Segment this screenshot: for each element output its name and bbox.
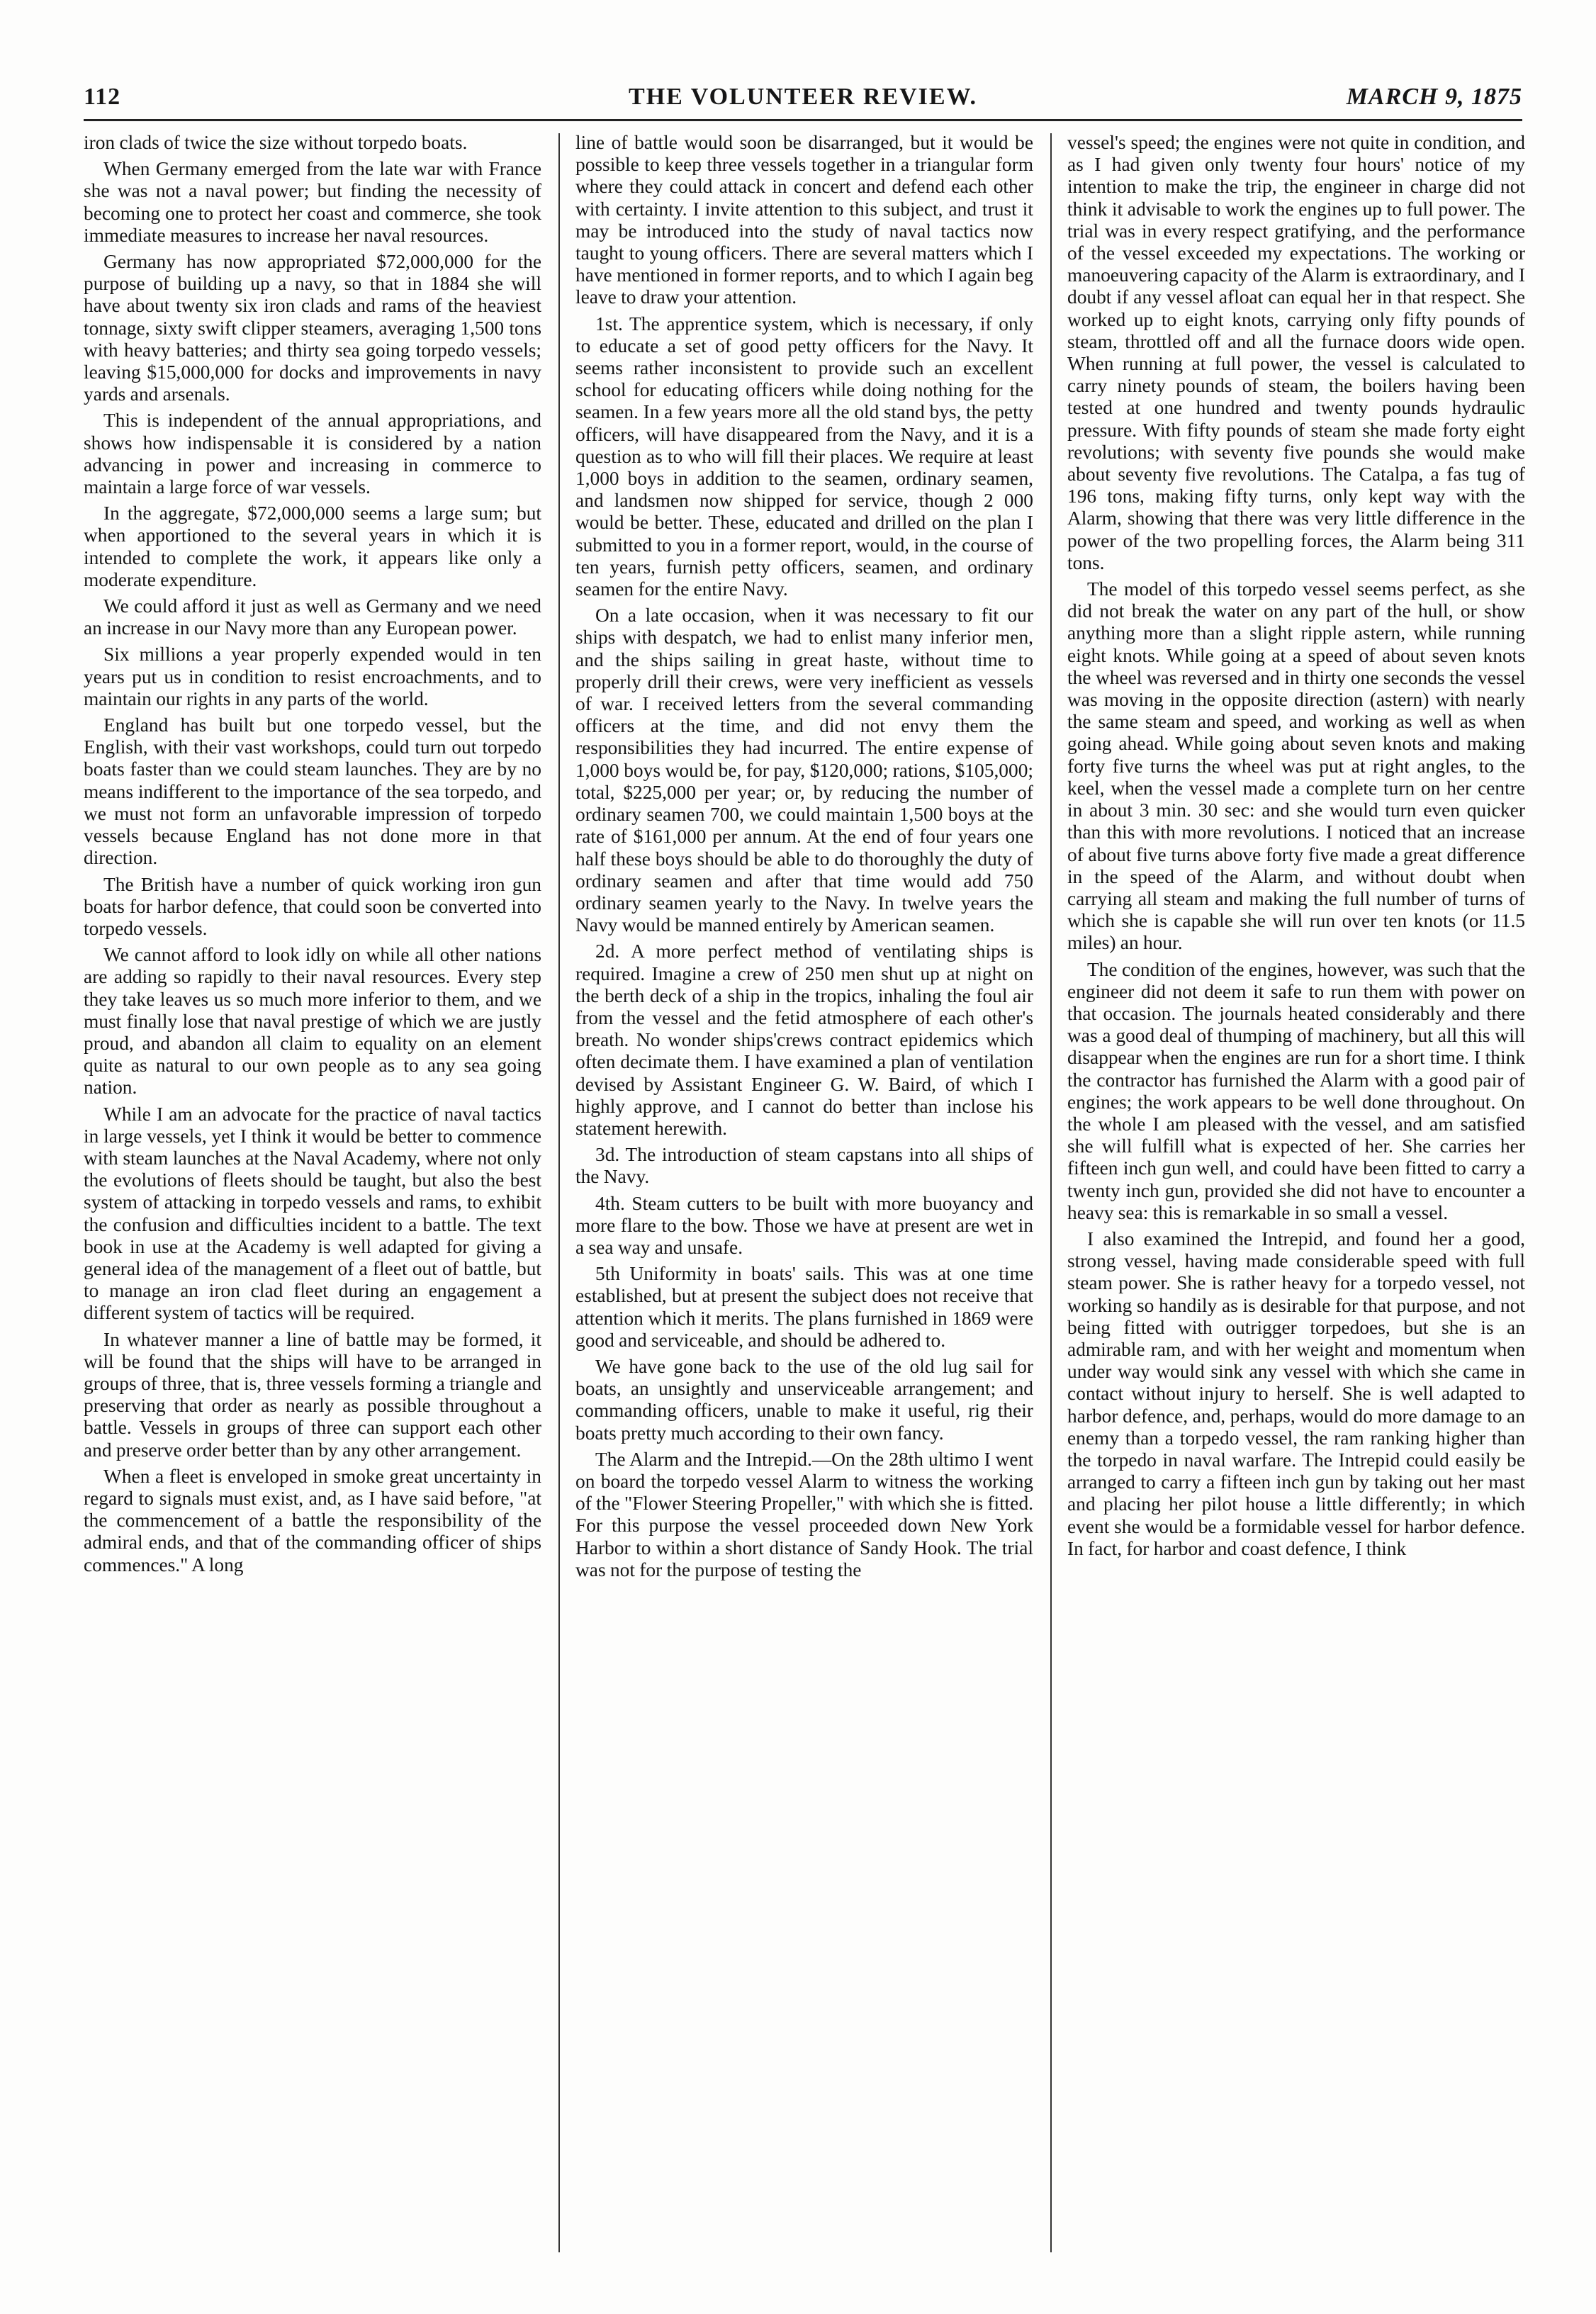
column-divider bbox=[558, 133, 560, 2252]
column-divider bbox=[1050, 133, 1052, 2252]
article-paragraph: While I am an advocate for the practice of naval tactics in large vessels, yet I think it would be better to commence with steam launches at the Naval Academy, where not only the evolutions of fleets should be taught, but also the best system of attacking in torpedo vessels and rams, to exhibit the confusion and difficulties incident to a battle. The text book in use at the Academy is well adapted for giving a general idea of the management of a fleet out of battle, but to manage an iron clad fleet during an engagement a different system of tactics will be required. bbox=[84, 1103, 541, 1324]
article-paragraph: 4th. Steam cutters to be built with more buoyancy and more flare to the bow. Those we have at present are wet in a sea way and unsafe. bbox=[575, 1192, 1033, 1258]
article-paragraph: When a fleet is enveloped in smoke great uncertainty in regard to signals must exist, and, as I have said before, "at the commencement of a battle the responsibility of the admiral ends, and that of the commanding officer of ships commences." A long bbox=[84, 1465, 541, 1576]
article-paragraph: On a late occasion, when it was necessary to fit our ships with despatch, we had to enlist many inferior men, and the ships sailing in great haste, without time to properly drill their crews, were very inefficient as vessels of war. I received letters from the several commanding officers at the time, and did not envy them the responsibilities they had incurred. The entire expense of 1,000 boys would be, for pay, $120,000; rations, $105,000; total, $225,000 per year; or, by reducing the number of ordinary seamen 700, we could maintain 1,500 boys at the rate of $161,000 per annum. At the end of four years one half these boys should be able to do thoroughly the duty of ordinary seamen and after that time would add 750 ordinary seamen yearly to the Navy. In twelve years the Navy would be manned entirely by American seamen. bbox=[575, 605, 1033, 936]
article-paragraph: We have gone back to the use of the old lug sail for boats, an unsightly and unserviceable arrangement; and commanding officers, unable to make it useful, rig their boats pretty much according to their own fancy. bbox=[575, 1355, 1033, 1444]
article-paragraph: 5th Uniformity in boats' sails. This was at one time established, but at present the subject does not receive that attention which it merits. The plans furnished in 1869 were good and serviceable, and should be adhered to. bbox=[575, 1263, 1033, 1351]
article-paragraph: line of battle would soon be disarranged, but it would be possible to keep three vessels together in a triangular form where they could attack in concert and defend each other with certainty. I invite attention to this subject, and trust it may be introduced into the study of naval tactics now taught to young officers. There are several matters which I have mentioned in former reports, and to which I again beg leave to draw your attention. bbox=[575, 132, 1033, 308]
article-paragraph: Six millions a year properly expended would in ten years put us in condition to resist encroachments, and to maintain our rights in any parts of the world. bbox=[84, 644, 541, 709]
text-column-1 bbox=[84, 132, 541, 2258]
journal-title: THE VOLUNTEER REVIEW. bbox=[629, 84, 977, 110]
running-head bbox=[84, 84, 1522, 118]
article-paragraph: The condition of the engines, however, was such that the engineer did not deem it safe to run them with power on that occasion. The journals heated considerably and there was a good deal of thumping of machinery, but all this will disappear when the engines are run for a short time. I think the contractor has furnished the Alarm with a good pair of engines; the work appears to be well done throughout. On the whole I am pleased with the vessel, and am satisfied she will fulfill what is expected of her. She carries her fifteen inch gun well, and could have been fitted to carry a twenty inch gun, provided she did not have to encounter a heavy sea: this is remarkable in so small a vessel. bbox=[1067, 958, 1525, 1223]
article-paragraph: In whatever manner a line of battle may be formed, it will be found that the ships will have to be arranged in groups of three, that is, three vessels forming a triangle and preserving that order as nearly as possible throughout a battle. Vessels in groups of three can support each other and preserve order better than by any other arrangement. bbox=[84, 1328, 541, 1461]
article-paragraph: The model of this torpedo vessel seems perfect, as she did not break the water on any part of the hull, or show anything more than a slight ripple astern, while running eight knots. While going at a speed of about seven knots the wheel was reversed and in thirty one seconds the vessel was moving in the opposite direction (astern) with nearly the same steam and speed, and working as well as when going ahead. While going about seven knots and making forty five turns the wheel was put at right angles, to the keel, when the vessel made a complete turn on her centre in about 3 min. 30 sec: and she would turn even quicker than this with more revolutions. I noticed that an increase of about five turns above forty five made a great difference in the speed of the Alarm, and without doubt when carrying all steam and making the full number of turns of which she is capable she will run over ten knots (or 11.5 miles) an hour. bbox=[1067, 578, 1525, 954]
issue-date: MARCH 9, 1875 bbox=[1346, 84, 1522, 110]
page-number: 112 bbox=[84, 84, 121, 110]
article-paragraph: The British have a number of quick working iron gun boats for harbor defence, that could soon be converted into torpedo vessels. bbox=[84, 873, 541, 939]
article-paragraph: 3d. The introduction of steam capstans into all ships of the Navy. bbox=[575, 1144, 1033, 1188]
article-paragraph: vessel's speed; the engines were not quite in condition, and as I had given only twenty four hours' notice of my intention to make the trip, the engineer in charge did not think it advisable to work the engines up to full power. The trial was in every respect gratifying, and the performance of the vessel exceeded my expectations. The working or manoeuvering capacity of the Alarm is extraordinary, and I doubt if any vessel afloat can equal her in that respect. She worked up to eight knots, carrying only fifty pounds of steam, throttled off and all the furnace doors wide open. When running at full power, the vessel is calculated to carry ninety pounds of steam, the boilers having been tested at one hundred and twenty pounds hydraulic pressure. With fifty pounds of steam she made forty eight revolutions; with seventy five pounds she would make about seventy five revolutions. The Catalpa, a fas tug of 196 tons, making fifty turns, only kept way with the Alarm, showing that there was very little difference in the power of the two propelling forces, the Alarm being 311 tons. bbox=[1067, 132, 1525, 573]
article-paragraph: iron clads of twice the size without torpedo boats. bbox=[84, 132, 468, 153]
article-paragraph: We could afford it just as well as Germany and we need an increase in our Navy more than any European power. bbox=[84, 595, 541, 639]
text-column-3 bbox=[1067, 132, 1525, 2258]
article-paragraph: When Germany emerged from the late war with France she was not a naval power; but finding the necessity of becoming one to protect her coast and commerce, she took immediate measures to increase her naval resources. bbox=[84, 158, 541, 246]
article-paragraph: In the aggregate, $72,000,000 seems a large sum; but when apportioned to the several years in which it is intended to complete the work, it appears like only a moderate expenditure. bbox=[84, 502, 541, 590]
text-column-2 bbox=[575, 132, 1033, 2258]
article-paragraph: 1st. The apprentice system, which is necessary, if only to educate a set of good petty officers for the Navy. It seems rather inconsistent to provide such an excellent school for educating officers while doing nothing for the seamen. In a few years more all the old stand bys, the petty officers, will have disappeared from the Navy, and it is a question as to who will fill their places. We require at least 1,000 boys in addition to the seamen, ordinary seamen, and landsmen now shipped for service, though 2 000 would be better. These, educated and drilled on the plan I submitted to you in a former report, would, in the course of ten years, furnish petty officers, seamen, and ordinary seamen for the entire Navy. bbox=[575, 313, 1033, 600]
article-paragraph: The Alarm and the Intrepid.—On the 28th ultimo I went on board the torpedo vessel Alarm to witness the working of the "Flower Steering Propeller," with which she is fitted. For this purpose the vessel proceeded down New York Harbor to within a short distance of Sandy Hook. The trial was not for the purpose of testing the bbox=[575, 1448, 1033, 1580]
article-paragraph: This is independent of the annual appropriations, and shows how indispensable it is considered by a nation advancing in power and increasing in commerce to maintain a large force of war vessels. bbox=[84, 410, 541, 498]
header-rule bbox=[84, 119, 1522, 121]
article-paragraph: 2d. A more perfect method of ventilating ships is required. Imagine a crew of 250 men shut up at night on the berth deck of a ship in the tropics, inhaling the foul air from the vessel and the fetid atmosphere of each other's breath. No wonder ships'crews contract epidemics which often decimate them. I have examined a plan of ventilation devised by Assistant Engineer G. W. Baird, of which I highly approve, and I cannot do better than inclose his statement herewith. bbox=[575, 940, 1033, 1139]
article-paragraph: England has built but one torpedo vessel, but the English, with their vast workshops, could turn out torpedo boats faster than we could steam launches. They are by no means indifferent to the importance of the sea torpedo, and we must not form an unfavorable impression of torpedo vessels because England has not done more in that direction. bbox=[84, 714, 541, 869]
article-paragraph: We cannot afford to look idly on while all other nations are adding so rapidly to their naval resources. Every step they take leaves us so much more inferior to them, and we must finally lose that naval prestige of which we are justly proud, and abandon all claim to equality on an element quite as natural to our own people as to any sea going nation. bbox=[84, 944, 541, 1099]
article-paragraph: I also examined the Intrepid, and found her a good, strong vessel, having made considerable speed with full steam power. She is rather heavy for a torpedo vessel, not working so handily as is desirable for that purpose, and not being fitted with outrigger torpedoes, but she is an admirable ram, and with her weight and momentum when under way would sink any vessel with which she came in contact without injury to herself. She is well adapted to harbor defence, and, perhaps, would do more damage to an enemy than a torpedo vessel, the ram ranking higher than the torpedo in naval warfare. The Intrepid could easily be arranged to carry a fifteen inch gun by taking out her mast and placing her pilot house a little differently; in which event she would be a formidable vessel for harbor defence. In fact, for harbor and coast defence, I think bbox=[1067, 1228, 1525, 1559]
article-paragraph: Germany has now appropriated $72,000,000 for the purpose of building up a navy, so that in 1884 she will have about twenty six iron clads and rams of the heaviest tonnage, sixty swift clipper steamers, averaging 1,500 tons with heavy batteries; and thirty sea going torpedo vessels; leaving $15,000,000 for docks and improvements in navy yards and arsenals. bbox=[84, 251, 541, 405]
